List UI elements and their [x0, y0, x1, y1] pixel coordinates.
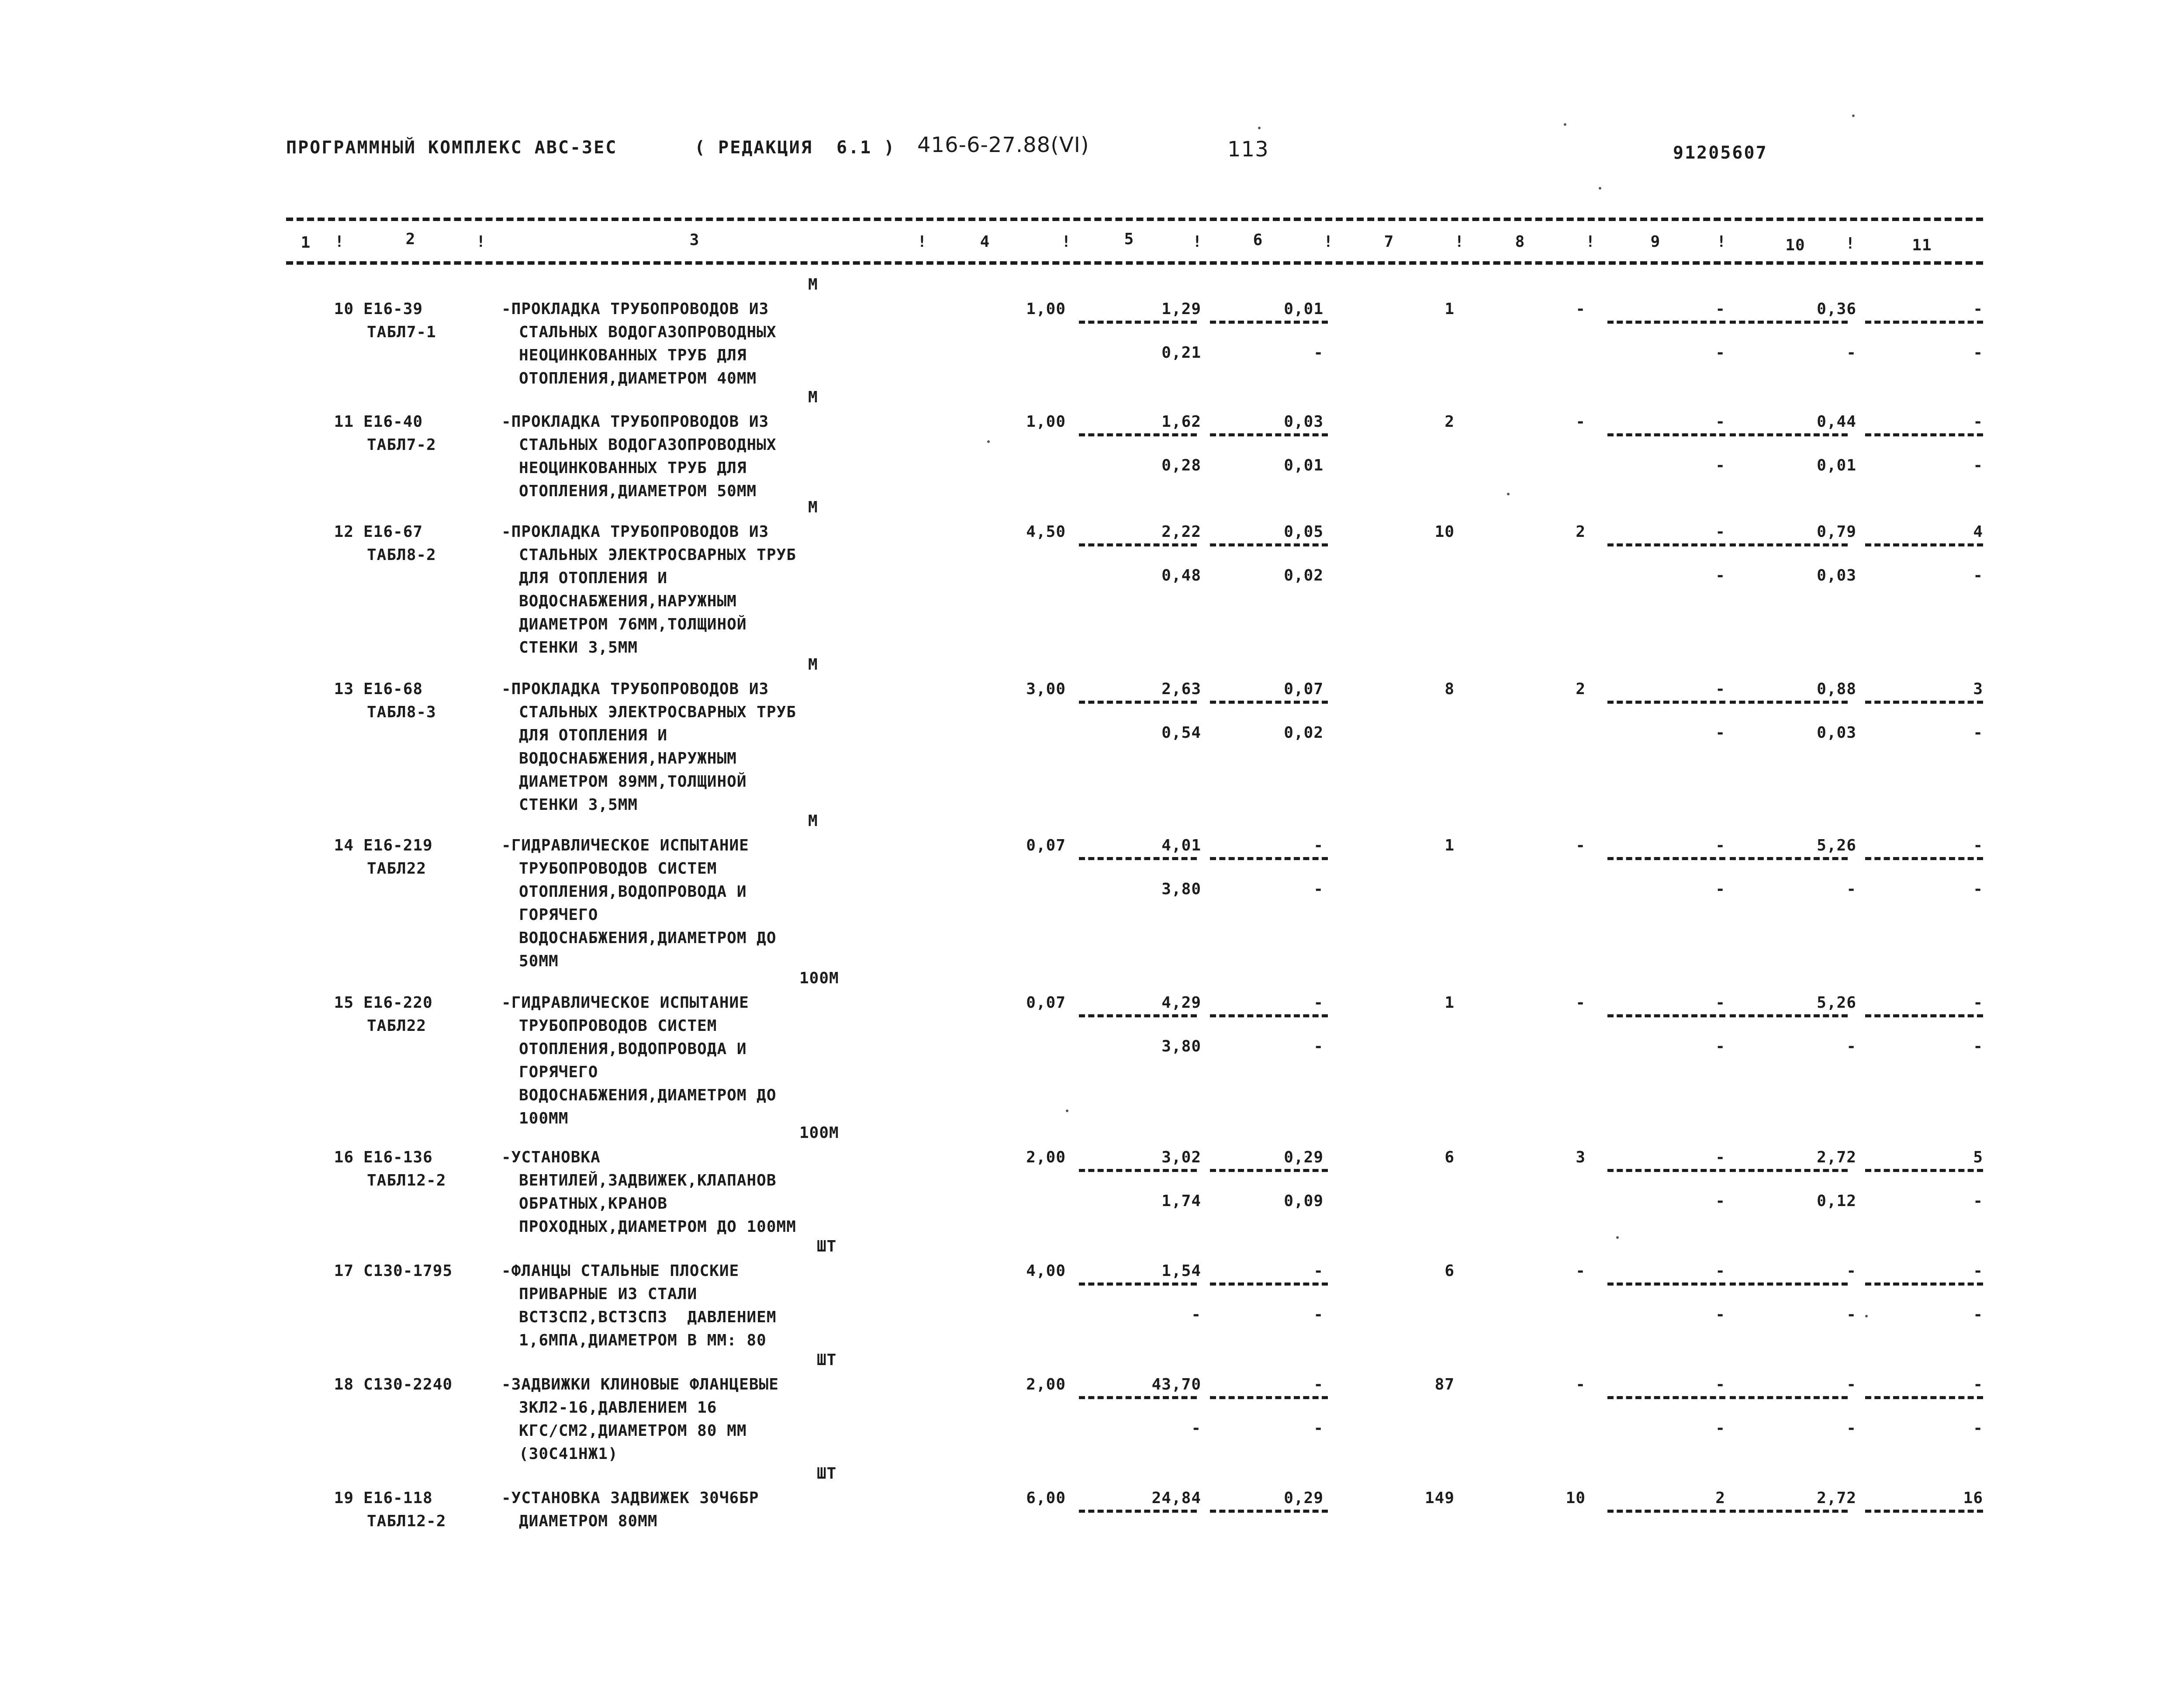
wage-cost-cell: 0,54 [1161, 724, 1201, 742]
machine-cost-cell: 0,03 [1284, 413, 1324, 431]
subtotal-dash-line [1730, 857, 1848, 860]
labor-workers-cell: - [1715, 300, 1725, 318]
machine-cost-cell: - [1313, 1376, 1324, 1393]
subtotal-dash-line [1730, 433, 1848, 436]
program-title: ПРОГРАММНЫЙ КОМПЛЕКС АВС-3ЕС [286, 138, 618, 158]
labor-per-unit-cell: 2,72 [1817, 1148, 1856, 1166]
unit-cost-cell: 4,01 [1161, 837, 1201, 854]
scan-speck [1865, 1315, 1868, 1317]
work-description-line: СТАЛЬНЫХ ВОДОГАЗОПРОВОДНЫХ [519, 436, 777, 454]
work-description-line: -ЗАДВИЖКИ КЛИНОВЫЕ ФЛАНЦЕВЫЕ [501, 1376, 779, 1393]
resource-code: Е16-67 [363, 523, 423, 541]
row-number: 19 [334, 1489, 354, 1507]
labor-per-unit-cell: 0,88 [1817, 680, 1856, 698]
col-header-7: 7 [1384, 233, 1394, 251]
unit-cost-cell: 2,63 [1161, 680, 1201, 698]
mech-total-cell: - [1973, 880, 1983, 898]
quantity-cell: 6,00 [1026, 1489, 1066, 1507]
mech-total-cell: - [1973, 1037, 1983, 1055]
wage-cost-cell: 0,48 [1161, 567, 1201, 584]
col-sep: ! [1324, 233, 1334, 251]
work-description-line: ОТОПЛЕНИЯ,ВОДОПРОВОДА И [519, 883, 747, 901]
total-cost-cell: 87 [1434, 1376, 1455, 1393]
unit-label: М [808, 276, 818, 294]
machine-wage-cell: - [1313, 1419, 1324, 1437]
unit-cost-cell: 1,62 [1161, 413, 1201, 431]
mech-total-cell: - [1973, 567, 1983, 584]
table-ref: ТАБЛ12-2 [367, 1172, 446, 1189]
quantity-cell: 1,00 [1026, 413, 1066, 431]
mech-per-unit-cell: 0,01 [1817, 456, 1856, 474]
quantity-cell: 3,00 [1026, 680, 1066, 698]
work-description-line: ДИАМЕТРОМ 89ММ,ТОЛЩИНОЙ [519, 773, 747, 791]
resource-code: Е16-136 [363, 1148, 433, 1166]
work-description-line: ТРУБОПРОВОДОВ СИСТЕМ [519, 860, 717, 878]
resource-code: Е16-220 [363, 994, 433, 1012]
labor-workers-cell: - [1715, 413, 1725, 431]
resource-code: С130-2240 [363, 1376, 453, 1393]
scan-speck [1852, 114, 1855, 117]
labor-per-unit-cell: 2,72 [1817, 1489, 1856, 1507]
total-cost-cell: 6 [1444, 1262, 1455, 1280]
subtotal-dash-line [1210, 857, 1328, 860]
work-description-line: ДИАМЕТРОМ 80ММ [519, 1512, 658, 1530]
labor-total-cell: - [1973, 837, 1983, 854]
work-description-line: ДЛЯ ОТОПЛЕНИЯ И [519, 726, 668, 744]
unit-cost-cell: 43,70 [1151, 1376, 1201, 1393]
row-number: 18 [334, 1376, 354, 1393]
subtotal-dash-line [1607, 857, 1725, 860]
work-description-line: ДЛЯ ОТОПЛЕНИЯ И [519, 569, 668, 587]
work-description-line: -ПРОКЛАДКА ТРУБОПРОВОДОВ ИЗ [501, 523, 769, 541]
work-description-line: ВОДОСНАБЖЕНИЯ,ДИАМЕТРОМ ДО [519, 929, 777, 947]
work-description-line: -ПРОКЛАДКА ТРУБОПРОВОДОВ ИЗ [501, 300, 769, 318]
subtotal-dash-line [1607, 1014, 1725, 1017]
row-number: 14 [334, 837, 354, 854]
subtotal-dash-line [1210, 433, 1328, 436]
scan-speck [1066, 1110, 1068, 1112]
unit-label: М [808, 498, 818, 516]
unit-label: М [808, 388, 818, 406]
total-cost-cell: 149 [1424, 1489, 1455, 1507]
total-machine-cell: - [1576, 994, 1586, 1012]
unit-cost-cell: 1,29 [1161, 300, 1201, 318]
subtotal-dash-line [1210, 1014, 1328, 1017]
col-header-4: 4 [980, 233, 990, 251]
mech-total-cell: - [1973, 1419, 1983, 1437]
col-header-10: 10 [1785, 236, 1805, 254]
resource-code: Е16-219 [363, 837, 433, 854]
wage-cost-cell: 3,80 [1161, 880, 1201, 898]
subtotal-dash-line [1079, 857, 1197, 860]
subtotal-dash-line [1607, 1396, 1725, 1399]
machine-cost-cell: - [1313, 1262, 1324, 1280]
subtotal-dash-line [1079, 321, 1197, 324]
subtotal-dash-line [1865, 1510, 1983, 1513]
work-description-line: СТЕНКИ 3,5ММ [519, 796, 638, 814]
col-sep: ! [917, 233, 927, 251]
unit-label: М [808, 656, 818, 674]
row-number: 17 [334, 1262, 354, 1280]
machine-wage-cell: - [1313, 1037, 1324, 1055]
subtotal-dash-line [1210, 1283, 1328, 1286]
work-description-line: СТАЛЬНЫХ ЭЛЕКТРОСВАРНЫХ ТРУБ [519, 546, 796, 564]
subtotal-dash-line [1079, 1396, 1197, 1399]
quantity-cell: 0,07 [1026, 994, 1066, 1012]
unit-label: ШТ [817, 1238, 837, 1255]
col-header-3: 3 [689, 231, 700, 249]
mech-per-unit-cell: 0,03 [1817, 567, 1856, 584]
work-description-line: СТАЛЬНЫХ ВОДОГАЗОПРОВОДНЫХ [519, 323, 777, 341]
row-number: 10 [334, 300, 354, 318]
labor-total-cell: 3 [1973, 680, 1983, 698]
work-description-line: НЕОЦИНКОВАННЫХ ТРУБ ДЛЯ [519, 459, 747, 477]
total-machine-cell: - [1576, 1376, 1586, 1393]
subtotal-dash-line [1079, 543, 1197, 546]
work-description-line: ДИАМЕТРОМ 76ММ,ТОЛЩИНОЙ [519, 615, 747, 633]
machine-cost-cell: 0,29 [1284, 1489, 1324, 1507]
resource-code: Е16-40 [363, 413, 423, 431]
resource-code: Е16-118 [363, 1489, 433, 1507]
work-description-line: -ПРОКЛАДКА ТРУБОПРОВОДОВ ИЗ [501, 680, 769, 698]
scan-speck [1564, 123, 1566, 126]
subtotal-dash-line [1607, 1283, 1725, 1286]
labor-per-unit-cell: 0,36 [1817, 300, 1856, 318]
header-rule-bottom [286, 261, 1983, 265]
mech-workers-cell: - [1715, 567, 1725, 584]
labor-total-cell: - [1973, 1376, 1983, 1393]
machine-wage-cell: 0,02 [1284, 567, 1324, 584]
quantity-cell: 2,00 [1026, 1148, 1066, 1166]
work-description-line: ВЕНТИЛЕЙ,ЗАДВИЖЕК,КЛАПАНОВ [519, 1172, 777, 1189]
work-description-line: ОТОПЛЕНИЯ,ДИАМЕТРОМ 50ММ [519, 482, 757, 500]
work-description-line: СТАЛЬНЫХ ЭЛЕКТРОСВАРНЫХ ТРУБ [519, 703, 796, 721]
subtotal-dash-line [1607, 701, 1725, 704]
subtotal-dash-line [1079, 1014, 1197, 1017]
subtotal-dash-line [1607, 433, 1725, 436]
work-description-line: ПРОХОДНЫХ,ДИАМЕТРОМ ДО 100ММ [519, 1218, 796, 1236]
col-header-11: 11 [1912, 236, 1932, 254]
scan-speck [1507, 493, 1510, 495]
mech-workers-cell: - [1715, 724, 1725, 742]
mech-workers-cell: - [1715, 344, 1725, 362]
labor-workers-cell: - [1715, 837, 1725, 854]
unit-label: 100М [799, 969, 839, 987]
machine-wage-cell: - [1313, 880, 1324, 898]
total-machine-cell: - [1576, 300, 1586, 318]
row-number: 11 [334, 413, 354, 431]
labor-total-cell: - [1973, 994, 1983, 1012]
mech-workers-cell: - [1715, 1192, 1725, 1210]
work-description-line: -ГИДРАВЛИЧЕСКОЕ ИСПЫТАНИЕ [501, 837, 749, 854]
labor-workers-cell: - [1715, 1148, 1725, 1166]
work-description-line: ВОДОСНАБЖЕНИЯ,ДИАМЕТРОМ ДО [519, 1086, 777, 1104]
machine-cost-cell: - [1313, 837, 1324, 854]
col-header-2: 2 [405, 230, 416, 248]
labor-total-cell: - [1973, 413, 1983, 431]
scan-speck [1258, 127, 1261, 129]
labor-total-cell: 4 [1973, 523, 1983, 541]
work-description-line: 100ММ [519, 1110, 569, 1127]
subtotal-dash-line [1730, 321, 1848, 324]
total-machine-cell: - [1576, 1262, 1586, 1280]
subtotal-dash-line [1607, 543, 1725, 546]
total-machine-cell: - [1576, 837, 1586, 854]
document-code: 91205607 [1673, 143, 1768, 163]
total-cost-cell: 2 [1444, 413, 1455, 431]
scan-speck [1599, 187, 1601, 190]
mech-workers-cell: - [1715, 1419, 1725, 1437]
mech-workers-cell: - [1715, 1306, 1725, 1324]
total-machine-cell: 2 [1576, 680, 1586, 698]
subtotal-dash-line [1730, 701, 1848, 704]
work-description-line: -ПРОКЛАДКА ТРУБОПРОВОДОВ ИЗ [501, 413, 769, 431]
work-description-line: СТЕНКИ 3,5ММ [519, 639, 638, 657]
labor-total-cell: - [1973, 1262, 1983, 1280]
machine-wage-cell: - [1313, 344, 1324, 362]
unit-label: М [808, 812, 818, 830]
scan-speck [987, 440, 990, 443]
subtotal-dash-line [1865, 1283, 1983, 1286]
work-description-line: -ФЛАНЦЫ СТАЛЬНЫЕ ПЛОСКИЕ [501, 1262, 740, 1280]
table-ref: ТАБЛ8-2 [367, 546, 436, 564]
subtotal-dash-line [1730, 1510, 1848, 1513]
subtotal-dash-line [1079, 1283, 1197, 1286]
resource-code: Е16-68 [363, 680, 423, 698]
total-cost-cell: 8 [1444, 680, 1455, 698]
subtotal-dash-line [1730, 1014, 1848, 1017]
unit-cost-cell: 24,84 [1151, 1489, 1201, 1507]
subtotal-dash-line [1079, 1169, 1197, 1172]
total-cost-cell: 10 [1434, 523, 1455, 541]
subtotal-dash-line [1865, 701, 1983, 704]
quantity-cell: 4,50 [1026, 523, 1066, 541]
labor-total-cell: - [1973, 300, 1983, 318]
machine-wage-cell: - [1313, 1306, 1324, 1324]
machine-wage-cell: 0,02 [1284, 724, 1324, 742]
unit-cost-cell: 2,22 [1161, 523, 1201, 541]
work-description-line: ГОРЯЧЕГО [519, 1063, 598, 1081]
mech-total-cell: - [1973, 724, 1983, 742]
wage-cost-cell: 1,74 [1161, 1192, 1201, 1210]
table-ref: ТАБЛ7-1 [367, 323, 436, 341]
subtotal-dash-line [1079, 433, 1197, 436]
total-cost-cell: 1 [1444, 837, 1455, 854]
mech-workers-cell: - [1715, 456, 1725, 474]
quantity-cell: 4,00 [1026, 1262, 1066, 1280]
work-description-line: ТРУБОПРОВОДОВ СИСТЕМ [519, 1017, 717, 1035]
work-description-line: -УСТАНОВКА ЗАДВИЖЕК 30Ч6БР [501, 1489, 759, 1507]
col-sep: ! [1717, 233, 1727, 251]
machine-cost-cell: 0,29 [1284, 1148, 1324, 1166]
unit-label: ШТ [817, 1465, 837, 1483]
subtotal-dash-line [1730, 1169, 1848, 1172]
subtotal-dash-line [1865, 433, 1983, 436]
col-sep: ! [335, 233, 345, 251]
project-code: 416-6-27.88(VI) [917, 133, 1089, 157]
subtotal-dash-line [1210, 701, 1328, 704]
labor-per-unit-cell: 5,26 [1817, 994, 1856, 1012]
work-description-line: ОТОПЛЕНИЯ,ВОДОПРОВОДА И [519, 1040, 747, 1058]
labor-total-cell: 16 [1963, 1489, 1983, 1507]
labor-workers-cell: - [1715, 680, 1725, 698]
work-description-line: 50ММ [519, 952, 559, 970]
subtotal-dash-line [1210, 1510, 1328, 1513]
mech-per-unit-cell: - [1846, 1037, 1856, 1055]
subtotal-dash-line [1079, 701, 1197, 704]
header-rule-top [286, 218, 1983, 221]
labor-workers-cell: 2 [1715, 1489, 1725, 1507]
total-machine-cell: 3 [1576, 1148, 1586, 1166]
col-sep: ! [476, 233, 486, 251]
subtotal-dash-line [1607, 1510, 1725, 1513]
machine-wage-cell: 0,01 [1284, 456, 1324, 474]
col-sep: ! [1586, 233, 1596, 251]
mech-total-cell: - [1973, 344, 1983, 362]
total-machine-cell: - [1576, 413, 1586, 431]
machine-cost-cell: 0,01 [1284, 300, 1324, 318]
work-description-line: -УСТАНОВКА [501, 1148, 601, 1166]
subtotal-dash-line [1865, 1014, 1983, 1017]
labor-workers-cell: - [1715, 523, 1725, 541]
subtotal-dash-line [1730, 543, 1848, 546]
row-number: 12 [334, 523, 354, 541]
resource-code: Е16-39 [363, 300, 423, 318]
work-description-line: ПРИВАРНЫЕ ИЗ СТАЛИ [519, 1285, 698, 1303]
quantity-cell: 0,07 [1026, 837, 1066, 854]
subtotal-dash-line [1865, 321, 1983, 324]
mech-per-unit-cell: - [1846, 344, 1856, 362]
mech-per-unit-cell: 0,03 [1817, 724, 1856, 742]
scan-speck [1616, 1236, 1619, 1239]
col-header-5: 5 [1124, 230, 1134, 248]
work-description-line: 3КЛ2-16,ДАВЛЕНИЕМ 16 [519, 1399, 717, 1417]
subtotal-dash-line [1607, 1169, 1725, 1172]
mech-total-cell: - [1973, 1192, 1983, 1210]
wage-cost-cell: - [1191, 1306, 1201, 1324]
table-ref: ТАБЛ12-2 [367, 1512, 446, 1530]
unit-label: ШТ [817, 1351, 837, 1369]
machine-wage-cell: 0,09 [1284, 1192, 1324, 1210]
subtotal-dash-line [1730, 1396, 1848, 1399]
row-number: 16 [334, 1148, 354, 1166]
work-description-line: ВСТ3СП2,ВСТ3СП3 ДАВЛЕНИЕМ [519, 1308, 777, 1326]
table-ref: ТАБЛ8-3 [367, 703, 436, 721]
wage-cost-cell: 0,28 [1161, 456, 1201, 474]
col-sep: ! [1845, 235, 1856, 252]
col-header-8: 8 [1515, 233, 1525, 251]
mech-workers-cell: - [1715, 880, 1725, 898]
col-header-6: 6 [1253, 231, 1263, 249]
row-number: 15 [334, 994, 354, 1012]
labor-per-unit-cell: - [1846, 1262, 1856, 1280]
page-number: 113 [1227, 137, 1269, 162]
mech-per-unit-cell: 0,12 [1817, 1192, 1856, 1210]
labor-per-unit-cell: - [1846, 1376, 1856, 1393]
unit-cost-cell: 1,54 [1161, 1262, 1201, 1280]
total-cost-cell: 1 [1444, 300, 1455, 318]
subtotal-dash-line [1607, 321, 1725, 324]
wage-cost-cell: 0,21 [1161, 344, 1201, 362]
unit-label: 100М [799, 1124, 839, 1142]
labor-workers-cell: - [1715, 1376, 1725, 1393]
quantity-cell: 2,00 [1026, 1376, 1066, 1393]
col-sep: ! [1061, 233, 1071, 251]
machine-cost-cell: 0,05 [1284, 523, 1324, 541]
edition-label: ( РЕДАКЦИЯ 6.1 ) [695, 138, 896, 158]
mech-per-unit-cell: - [1846, 1419, 1856, 1437]
work-description-line: ВОДОСНАБЖЕНИЯ,НАРУЖНЫМ [519, 750, 737, 767]
wage-cost-cell: 3,80 [1161, 1037, 1201, 1055]
row-number: 13 [334, 680, 354, 698]
total-cost-cell: 6 [1444, 1148, 1455, 1166]
labor-per-unit-cell: 5,26 [1817, 837, 1856, 854]
subtotal-dash-line [1210, 1396, 1328, 1399]
labor-per-unit-cell: 0,79 [1817, 523, 1856, 541]
subtotal-dash-line [1210, 1169, 1328, 1172]
total-machine-cell: 10 [1565, 1489, 1586, 1507]
machine-cost-cell: 0,07 [1284, 680, 1324, 698]
labor-per-unit-cell: 0,44 [1817, 413, 1856, 431]
work-description-line: ОТОПЛЕНИЯ,ДИАМЕТРОМ 40ММ [519, 370, 757, 387]
unit-cost-cell: 3,02 [1161, 1148, 1201, 1166]
machine-cost-cell: - [1313, 994, 1324, 1012]
quantity-cell: 1,00 [1026, 300, 1066, 318]
col-header-9: 9 [1650, 233, 1661, 251]
work-description-line: КГС/СМ2,ДИАМЕТРОМ 80 ММ [519, 1422, 747, 1440]
labor-workers-cell: - [1715, 1262, 1725, 1280]
subtotal-dash-line [1210, 321, 1328, 324]
subtotal-dash-line [1079, 1510, 1197, 1513]
resource-code: С130-1795 [363, 1262, 453, 1280]
wage-cost-cell: - [1191, 1419, 1201, 1437]
col-header-1: 1 [301, 234, 311, 252]
work-description-line: ВОДОСНАБЖЕНИЯ,НАРУЖНЫМ [519, 592, 737, 610]
work-description-line: ОБРАТНЫХ,КРАНОВ [519, 1195, 668, 1213]
mech-total-cell: - [1973, 456, 1983, 474]
subtotal-dash-line [1730, 1283, 1848, 1286]
subtotal-dash-line [1865, 1396, 1983, 1399]
mech-total-cell: - [1973, 1306, 1983, 1324]
col-sep: ! [1192, 233, 1203, 251]
work-description-line: -ГИДРАВЛИЧЕСКОЕ ИСПЫТАНИЕ [501, 994, 749, 1012]
work-description-line: НЕОЦИНКОВАННЫХ ТРУБ ДЛЯ [519, 346, 747, 364]
subtotal-dash-line [1865, 857, 1983, 860]
unit-cost-cell: 4,29 [1161, 994, 1201, 1012]
subtotal-dash-line [1865, 543, 1983, 546]
col-sep: ! [1455, 233, 1465, 251]
subtotal-dash-line [1210, 543, 1328, 546]
labor-workers-cell: - [1715, 994, 1725, 1012]
table-ref: ТАБЛ7-2 [367, 436, 436, 454]
mech-per-unit-cell: - [1846, 1306, 1856, 1324]
mech-per-unit-cell: - [1846, 880, 1856, 898]
work-description-line: 1,6МПА,ДИАМЕТРОМ В ММ: 80 [519, 1331, 767, 1349]
table-ref: ТАБЛ22 [367, 1017, 427, 1035]
total-machine-cell: 2 [1576, 523, 1586, 541]
work-description-line: ГОРЯЧЕГО [519, 906, 598, 924]
subtotal-dash-line [1865, 1169, 1983, 1172]
table-ref: ТАБЛ22 [367, 860, 427, 878]
labor-total-cell: 5 [1973, 1148, 1983, 1166]
work-description-line: (30С41НЖ1) [519, 1445, 618, 1463]
total-cost-cell: 1 [1444, 994, 1455, 1012]
mech-workers-cell: - [1715, 1037, 1725, 1055]
